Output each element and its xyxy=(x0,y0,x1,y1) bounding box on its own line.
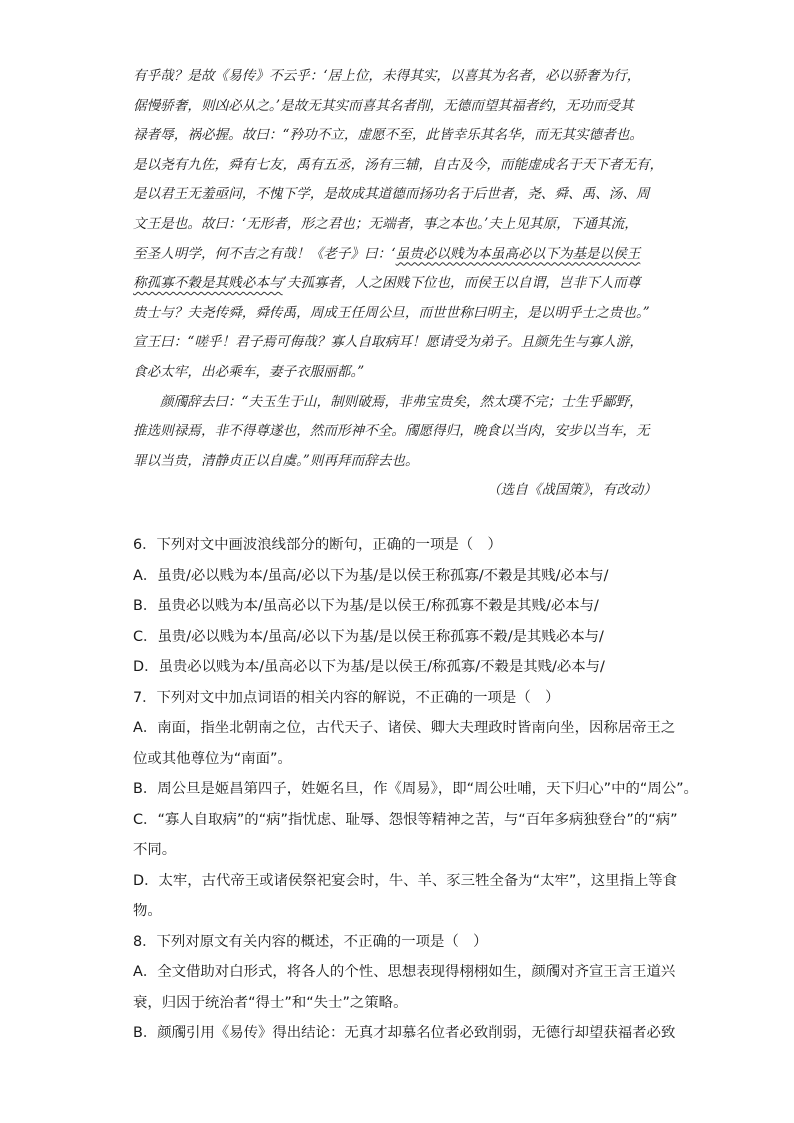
question-6-option-a: A．虽贵/必以贱为本/虽高/必以下为基/是以侯王称孤寡/不穀是其贱/必本与/ xyxy=(133,567,609,584)
question-7-option-c: C．“寡人自取病”的“病”指忧虑、耻辱、怨恨等精神之苦，与“百年多病独登台”的“病” xyxy=(133,811,678,828)
passage-line xyxy=(133,417,661,447)
passage-line xyxy=(133,269,661,299)
passage-text: 罪以当贵，清静贞正以自虞。”则再拜而辞去也。 xyxy=(133,452,419,469)
passage-text: 是以君王无羞亟问，不愧下学，是故成其道德而扬功名于后世者，尧、舜、禹、汤、周 xyxy=(133,186,650,203)
passage-line xyxy=(133,240,661,270)
wavy-underlined-text: 称孤寡不穀是其贱必本与 xyxy=(133,275,283,292)
passage-line xyxy=(133,180,661,210)
source-citation xyxy=(133,476,661,506)
question-8-option-a: A．全文借助对白形式，将各人的个性、思想表现得栩栩如生，颜斶对齐宣王言王道兴 xyxy=(133,964,676,980)
passage-text: 推选则禄焉，非不得尊遂也，然而形神不全。斶愿得归，晚食以当肉，安步以当车，无 xyxy=(133,423,650,440)
question-8-option-b: B．颜斶引用《易传》得出结论：无真才却慕名位者必致削弱，无德行却望获福者必致 xyxy=(133,1025,676,1041)
passage-line xyxy=(133,210,661,240)
question-7-stem: 7．下列对文中加点词语的相关内容的解说，不正确的一项是（ ） xyxy=(133,689,560,706)
passage-text: 有乎哉？是故《易传》不云乎：‘居上位，未得其实，以喜其为名者，必以骄奢为行， xyxy=(133,68,641,84)
passage-line xyxy=(133,388,661,418)
passage-line xyxy=(133,299,661,329)
passage-text: 文王是也。故曰：‘无形者，形之君也；无端者，事之本也。’夫上见其原，下通其流， xyxy=(133,215,638,232)
question-7-option-d-cont: 物。 xyxy=(133,903,162,919)
question-7-option-d: D．太牢，古代帝王或诸侯祭祀宴会时，牛、羊、豕三牲全备为“太牢”，这里指上等食 xyxy=(133,872,678,889)
question-6-option-c: C．虽贵/必以贱为本/虽高/必以下为基/是以侯王称孤寡不穀/是其贱必本与/ xyxy=(133,628,604,645)
passage-text: （选自《战国策》，有改动） xyxy=(487,482,657,499)
question-6-option-d: D．虽贵必以贱为本/虽高必以下为基/是以侯王/称孤寡/不穀是其贱/必本与/ xyxy=(133,659,605,675)
passage-text: 至圣人明学，何不吉之有哉！《老子》曰：‘ xyxy=(133,245,396,262)
question-7-option-c-cont: 不同。 xyxy=(133,842,177,858)
passage-text: 禄者辱，祸必握。故曰：“矜功不立，虚愿不至，此皆幸乐其名华，而无其实德者也。 xyxy=(133,127,643,144)
passage-text: 是以尧有九佐，舜有七友，禹有五丞，汤有三辅，自古及今，而能虚成名于天下者无有， xyxy=(133,156,664,173)
question-7-option-b: B．周公旦是姬昌第四子，姓姬名旦，作《周易》，即“周公吐哺，天下归心”中的“周公”。 xyxy=(133,781,698,797)
question-7-option-a-cont: 位或其他尊位为“南面”。 xyxy=(133,750,292,767)
passage-line xyxy=(133,92,661,122)
passage-line xyxy=(133,151,664,181)
classical-passage xyxy=(133,62,664,506)
passage-text: 颜斶辞去曰：“夫玉生于山，制则破焉，非弗宝贵矣，然太璞不完；士生乎鄙野， xyxy=(160,393,643,410)
wavy-underlined-text: 虽贵必以贱为本虽高必以下为基是以侯王 xyxy=(395,245,641,262)
passage-text: 贵士与？夫尧传舜，舜传禹，周成王任周公旦，而世世称曰明主，是以明乎士之贵也。” xyxy=(133,304,650,321)
passage-text: 倨慢骄奢，则凶必从之。’是故无其实而喜其名者削，无德而望其福者约，无功而受其 xyxy=(133,97,634,114)
question-7-option-a: A．南面，指坐北朝南之位，古代天子、诸侯、卿大夫理政时皆南向坐，因称居帝王之 xyxy=(133,720,676,736)
question-6-stem: 6．下列对文中画波浪线部分的断句，正确的一项是（ ） xyxy=(133,537,502,553)
passage-line xyxy=(133,447,661,477)
passage-line xyxy=(133,62,661,92)
passage-text: 食必太牢，出必乘车，妻子衣服丽都。” xyxy=(133,363,365,380)
question-8-option-a-cont: 衰，归因于统治者“得士”和“失士”之策略。 xyxy=(133,994,408,1011)
passage-line xyxy=(133,328,661,358)
question-section xyxy=(133,530,698,1049)
passage-line xyxy=(133,121,661,151)
question-8-stem: 8．下列对原文有关内容的概述，不正确的一项是（ ） xyxy=(133,933,488,950)
passage-text: 宣王曰：“嗟乎！君子焉可侮哉？寡人自取病耳！愿请受为弟子。且颜先生与寡人游， xyxy=(133,334,643,351)
question-6-option-b: B．虽贵必以贱为本/虽高必以下为基/是以侯王/称孤寡不穀是其贱/必本与/ xyxy=(133,598,599,614)
passage-text: ’夫孤寡者，人之困贱下位也，而侯王以自谓，岂非下人而尊 xyxy=(282,275,641,292)
passage-line xyxy=(133,358,661,388)
